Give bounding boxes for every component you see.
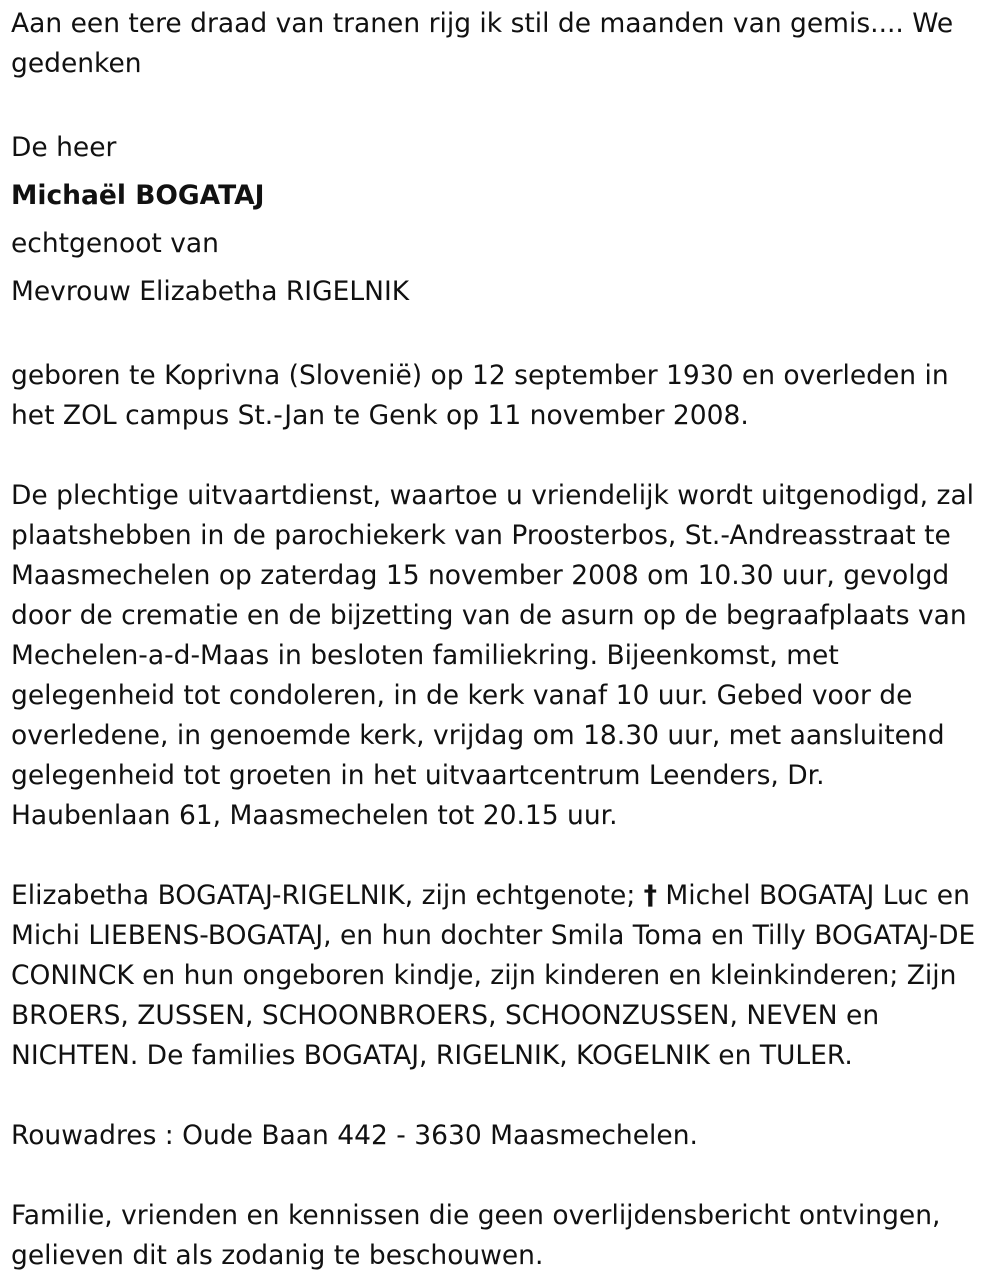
address-text: Rouwadres : Oude Baan 442 - 3630 Maasmechelen.	[11, 1120, 698, 1151]
cross-icon: †	[643, 880, 657, 911]
spouse-name: Mevrouw Elizabetha RIGELNIK	[11, 276, 410, 307]
birth-death-text: geboren te Koprivna (Slovenië) op 12 september 1930 en overleden in het ZOL campus St.-Jan te Genk op 11 november 2008.	[11, 360, 949, 431]
spacer	[11, 84, 990, 124]
spacer	[11, 1076, 990, 1116]
title-prefix: De heer	[11, 132, 117, 163]
intro-text: Aan een tere draad van tranen rijg ik stil de maanden van gemis.... We gedenken	[11, 8, 954, 79]
spacer	[11, 316, 990, 356]
family-text	[11, 876, 990, 1076]
relation-text: echtgenoot van	[11, 228, 219, 259]
family-text-part2: Michel BOGATAJ Luc en Michi LIEBENS-BOGATAJ, en hun dochter Smila Toma en Tilly BOGATAJ-DE CONINCK en hun ongeboren kindje, zijn kinderen en kleinkinderen; Zijn BROERS, ZUSSEN, SCHOONBROERS, SCHOONZUSSEN, NEVEN en NICHTEN. De families BOGATAJ, RIGELNIK, KOGELNIK en TULER.	[11, 880, 976, 1071]
spacer	[11, 836, 990, 876]
spacer	[11, 436, 990, 476]
deceased-name: Michaël BOGATAJ	[11, 180, 265, 211]
family-text-part1: Elizabetha BOGATAJ-RIGELNIK, zijn echtgenote;	[11, 880, 644, 911]
service-text: De plechtige uitvaartdienst, waartoe u vriendelijk wordt uitgenodigd, zal plaatshebben in de parochiekerk van Proosterbos, St.-Andreasstraat te Maasmechelen op zaterdag 15 november 2008 om 10.30 uur, gevolgd door de crematie en de bijzetting van de asurn op de begraafplaats van Mechelen-a-d-Maas in besloten familiekring. Bijeenkomst, met gelegenheid tot condoleren, in de kerk vanaf 10 uur. Gebed voor de overledene, in genoemde kerk, vrijdag om 18.30 uur, met aansluitend gelegenheid tot groeten in het uitvaartcentrum Leenders, Dr. Haubenlaan 61, Maasmechelen tot 20.15 uur.	[11, 480, 975, 831]
spacer	[11, 1156, 990, 1196]
closing-text: Familie, vrienden en kennissen die geen overlijdensbericht ontvingen, gelieven dit als zodanig te beschouwen.	[11, 1200, 941, 1271]
